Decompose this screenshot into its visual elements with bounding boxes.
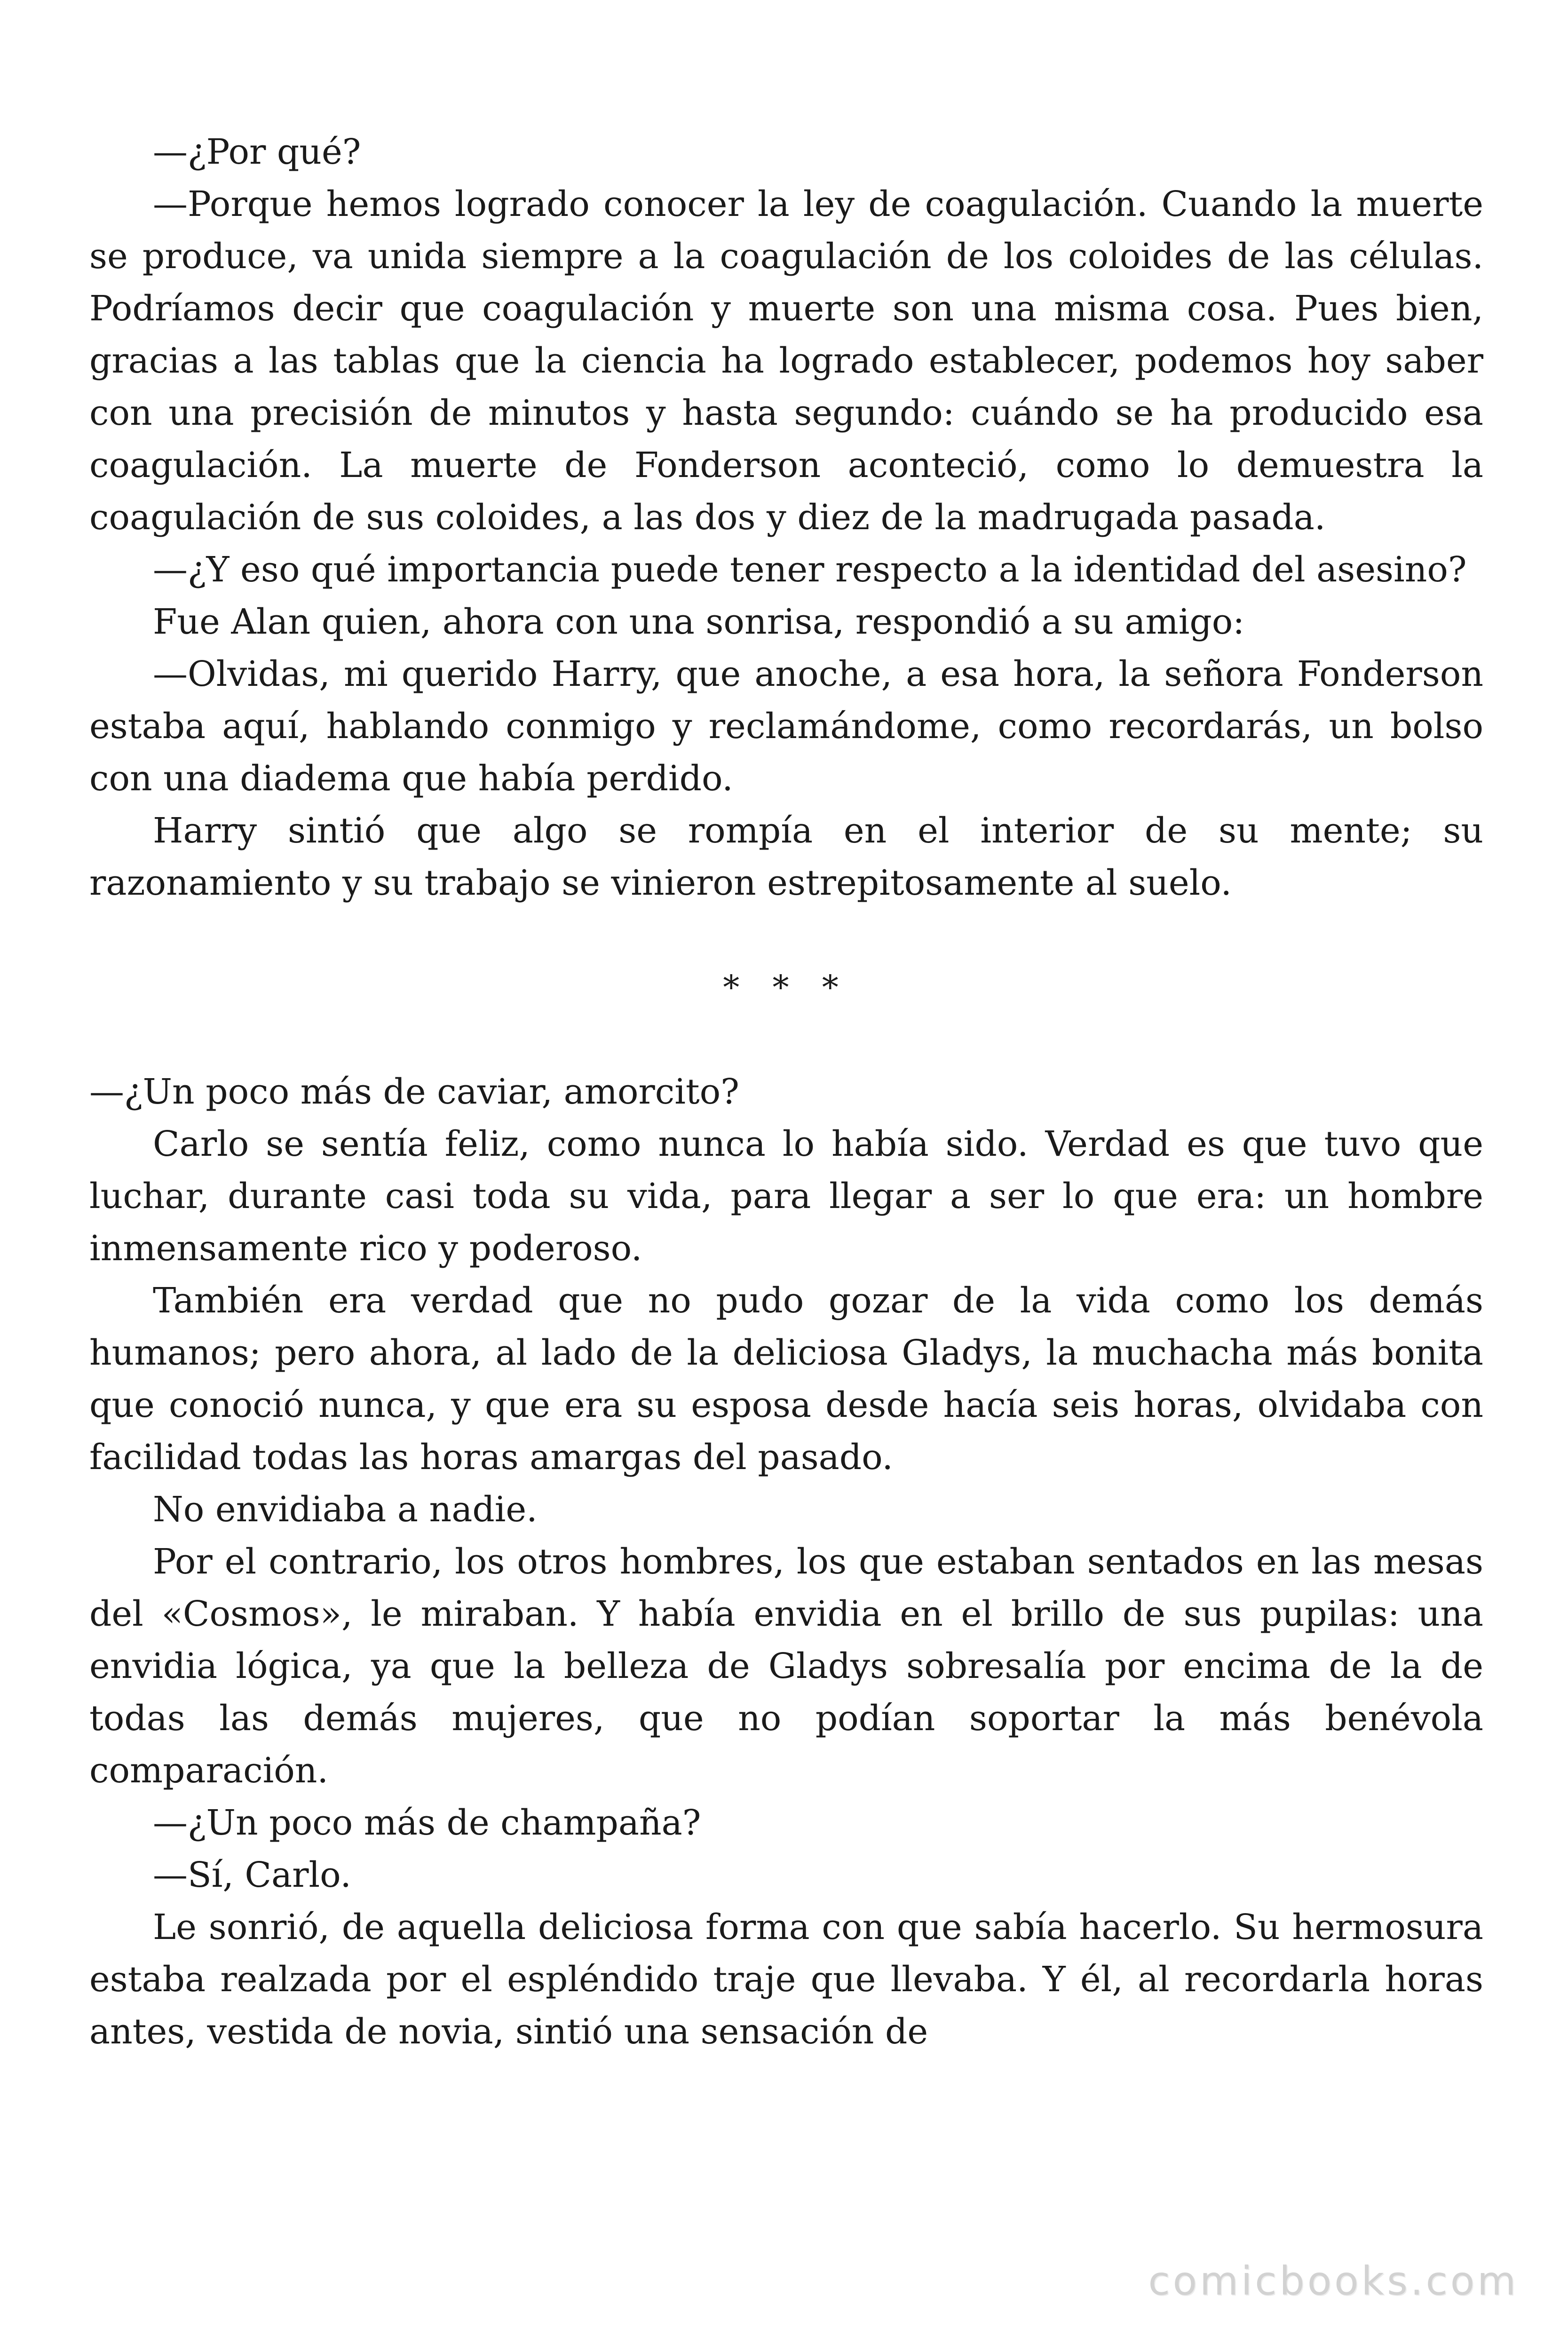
paragraph: Carlo se sentía feliz, como nunca lo había sido. Verdad es que tuvo que luchar, durante casi toda su vida, para llegar a ser lo que era: un hombre inmensamente rico y poderoso. [89, 1124, 1483, 1269]
paragraph: —¿Un poco más de caviar, amorcito? [89, 1072, 739, 1112]
paragraph: —Sí, Carlo. [153, 1855, 351, 1895]
paragraph: También era verdad que no pudo gozar de la vida como los demás humanos; pero ahora, al lado de la deliciosa Gladys, la muchacha más bonita que conoció nunca, y que era su esposa desde hacía seis horas, olvidaba con facilidad todas las horas amargas del pasado. [89, 1280, 1483, 1478]
paragraph: No envidiaba a nadie. [153, 1489, 538, 1530]
paragraph: —¿Por qué? [153, 132, 361, 172]
paragraph: —¿Un poco más de champaña? [153, 1803, 701, 1843]
paragraph: Fue Alan quien, ahora con una sonrisa, respondió a su amigo: [153, 602, 1245, 642]
paragraph: Por el contrario, los otros hombres, los que estaban sentados en las mesas del «Cosmos», le miraban. Y había envidia en el brillo de sus pupilas: una envidia lógica, ya que la belleza de Gladys sobresalía por encima de la de todas las demás mujeres, que no podían soportar la más benévola comparación. [89, 1542, 1483, 1791]
paragraph: Harry sintió que algo se rompía en el interior de su mente; su razonamiento y su trabajo se vinieron estrepitosamente al suelo. [89, 810, 1483, 903]
paragraph: —Porque hemos logrado conocer la ley de coagulación. Cuando la muerte se produce, va unida siempre a la coagulación de los coloides de las células. Podríamos decir que coagulación y muerte son una misma cosa. Pues bien, gracias a las tablas que la ciencia ha logrado establecer, podemos hoy saber con una precisión de minutos y hasta segundo: cuándo se ha producido esa coagulación. La muerte de Fonderson aconteció, como lo demuestra la coagulación de sus coloides, a las dos y diez de la madrugada pasada. [89, 184, 1483, 538]
scene-break: * * * [723, 968, 850, 1007]
paragraph: —Olvidas, mi querido Harry, que anoche, a esa hora, la señora Fonderson estaba aquí, hablando conmigo y reclamándome, como recordarás, un bolso con una diadema que había perdido. [89, 654, 1483, 799]
paragraph: Le sonrió, de aquella deliciosa forma con que sabía hacerlo. Su hermosura estaba realzada por el espléndido traje que llevaba. Y él, al recordarla horas antes, vestida de novia, sintió una sensación de [89, 1907, 1483, 2052]
page-text [89, 126, 1483, 2058]
paragraph: —¿Y eso qué importancia puede tener respecto a la identidad del asesino? [153, 549, 1467, 590]
watermark: comicbooks.com [1148, 2258, 1519, 2304]
